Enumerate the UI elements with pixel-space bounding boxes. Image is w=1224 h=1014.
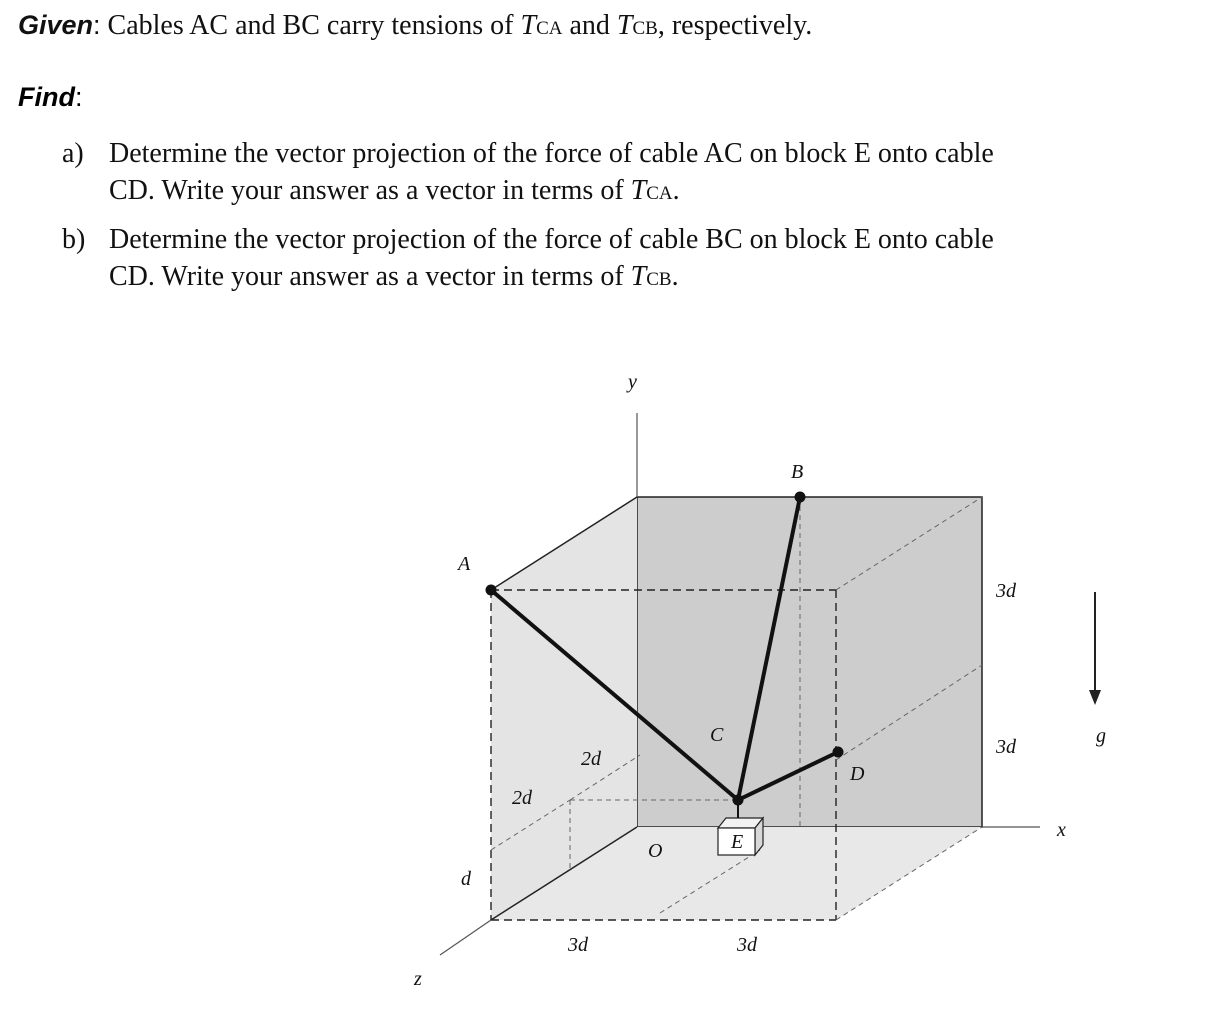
point-label-B: B xyxy=(791,461,804,483)
point-B xyxy=(795,492,806,503)
point-D xyxy=(833,747,844,758)
dim-bottom-left: 3d xyxy=(568,934,588,956)
item-line-1: Determine the vector projection of the force of cable AC on block E onto cable xyxy=(109,138,994,169)
axis-label-z: z xyxy=(414,968,422,990)
dim-right-top: 3d xyxy=(996,580,1016,602)
tension-symbol: T xyxy=(630,175,647,206)
point-label-A: A xyxy=(458,553,471,575)
dim-right-bottom: 3d xyxy=(996,736,1016,758)
given-text-mid: and xyxy=(562,10,617,41)
point-label-O: O xyxy=(648,840,663,862)
z-axis xyxy=(440,920,491,955)
item-marker: a) xyxy=(62,138,84,169)
point-label-E: E xyxy=(731,831,744,853)
find-label: Find xyxy=(18,82,75,112)
tension-subscript: CB xyxy=(646,269,672,290)
given-label: Given xyxy=(18,10,94,40)
point-label-C: C xyxy=(710,724,724,746)
tension-symbol: T xyxy=(630,261,647,292)
tension-subscript: CA xyxy=(646,183,673,204)
given-text-before: Cables AC and BC carry tensions of xyxy=(100,10,521,41)
dim-bottom-right: 3d xyxy=(737,934,757,956)
given-text-after: , respectively. xyxy=(657,10,813,41)
tension-cb-subscript: CB xyxy=(632,18,658,39)
point-label-D: D xyxy=(850,763,865,785)
back-face xyxy=(637,497,982,827)
given-colon: : xyxy=(93,10,101,40)
dim-2d-upper: 2d xyxy=(581,748,601,770)
item-line-2-text: CD. Write your answer as a vector in terms of xyxy=(109,175,631,206)
item-line-2-end: . xyxy=(671,261,679,292)
gravity-label: g xyxy=(1096,725,1106,747)
axis-label-x: x xyxy=(1057,819,1066,841)
tension-ca-subscript: CA xyxy=(536,18,563,39)
item-line-2-text: CD. Write your answer as a vector in terms of xyxy=(109,261,631,292)
item-line-1: Determine the vector projection of the force of cable BC on block E onto cable xyxy=(109,224,994,255)
item-line-2-end: . xyxy=(672,175,680,206)
point-A xyxy=(486,585,497,596)
dim-2d-lower: 2d xyxy=(512,787,532,809)
point-C xyxy=(733,795,744,806)
tension-cb-symbol: T xyxy=(616,10,633,41)
axis-label-y: y xyxy=(628,371,637,393)
gravity-arrow-head xyxy=(1089,690,1101,705)
tension-ca-symbol: T xyxy=(520,10,537,41)
find-colon: : xyxy=(74,82,83,112)
dim-d: d xyxy=(461,868,471,890)
item-marker: b) xyxy=(62,224,86,255)
